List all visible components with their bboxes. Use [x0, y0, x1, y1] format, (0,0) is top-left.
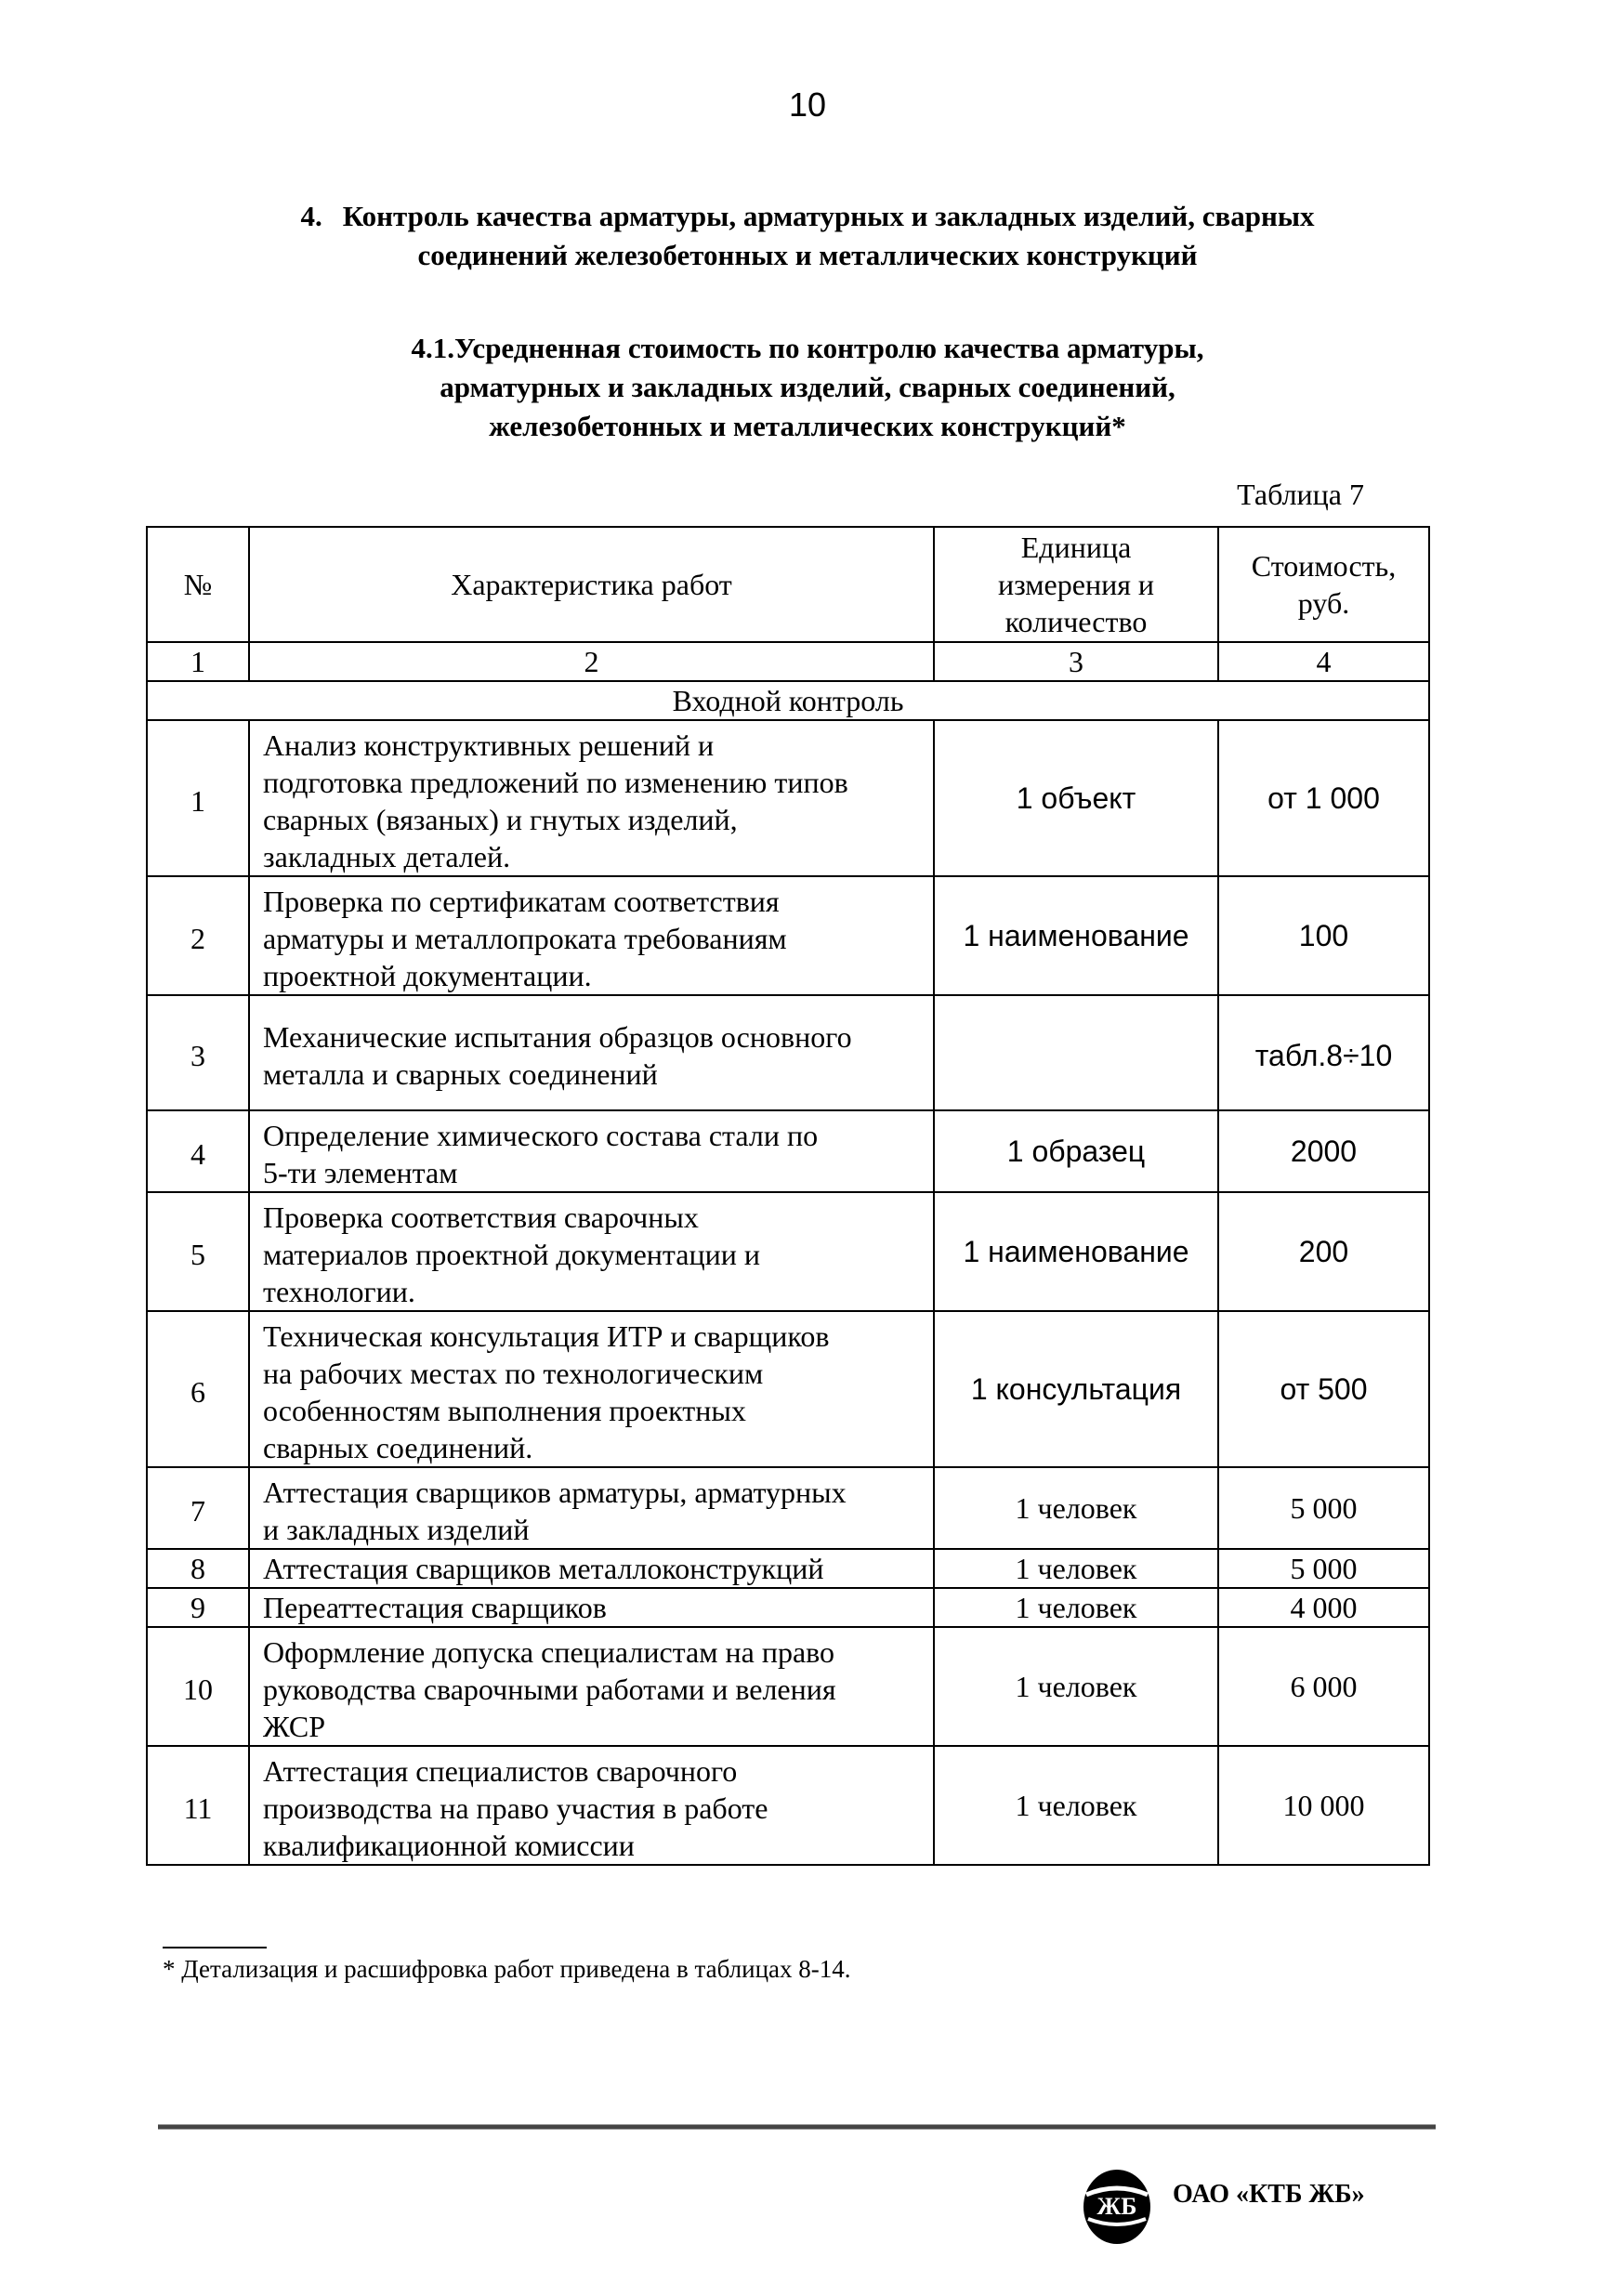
table-row — [147, 995, 1429, 1110]
cost-table — [146, 526, 1430, 1866]
row-unit — [934, 995, 1218, 1110]
description-line: сварных (вязаных) и гнутых изделий, — [263, 803, 738, 836]
description-line: Аттестация сварщиков арматуры, арматурных — [263, 1476, 847, 1509]
description-line: Анализ конструктивных решений и — [263, 728, 715, 762]
description-line: закладных деталей. — [263, 840, 511, 873]
description-line: Оформление допуска специалистам на право — [263, 1635, 835, 1669]
row-unit: 1 наименование — [934, 1192, 1218, 1311]
header-unit — [934, 527, 1218, 642]
description-line: Определение химического состава стали по — [263, 1119, 819, 1152]
row-number: 10 — [147, 1627, 249, 1746]
row-description — [249, 720, 934, 876]
row-number: 1 — [147, 720, 249, 876]
row-unit: 1 человек — [934, 1467, 1218, 1549]
row-price: 200 — [1218, 1192, 1429, 1311]
row-description — [249, 1192, 934, 1311]
row-number: 2 — [147, 876, 249, 995]
table-row — [147, 1627, 1429, 1746]
column-number: 4 — [1218, 642, 1429, 681]
header-cost — [1218, 527, 1429, 642]
row-number: 5 — [147, 1192, 249, 1311]
description-line: подготовка предложений по изменению типов — [263, 766, 848, 799]
footer-divider — [158, 2124, 1436, 2130]
description-line: Техническая консультация ИТР и сварщиков — [263, 1319, 830, 1353]
section-title: Входной контроль — [147, 681, 1429, 720]
row-description — [249, 1627, 934, 1746]
section-heading-line2: соединений железобетонных и металлических конструкций — [417, 239, 1198, 271]
header-unit-line1: Единица — [1020, 531, 1132, 564]
header-unit-line3: количество — [1004, 605, 1148, 638]
description-line: Механические испытания образцов основного — [263, 1020, 852, 1054]
table-row — [147, 1588, 1429, 1627]
row-unit: 1 человек — [934, 1588, 1218, 1627]
column-number: 1 — [147, 642, 249, 681]
description-line: Переаттестация сварщиков — [263, 1591, 607, 1624]
header-work: Характеристика работ — [249, 527, 934, 642]
header-cost-line1: Стоимость, — [1251, 549, 1397, 583]
description-line: арматуры и металлопроката требованиям — [263, 922, 787, 955]
description-line: квалификационной комиссии — [263, 1829, 635, 1862]
row-number: 9 — [147, 1588, 249, 1627]
description-line: Проверка соответствия сварочных — [263, 1200, 699, 1234]
section-number: 4. — [300, 200, 322, 232]
table-row — [147, 1467, 1429, 1549]
description-line: металла и сварных соединений — [263, 1057, 658, 1091]
row-price: 5 000 — [1218, 1549, 1429, 1588]
footnote: * Детализация и расшифровка работ приведена в таблицах 8-14. — [163, 1955, 851, 1983]
table-row — [147, 1110, 1429, 1192]
row-number: 7 — [147, 1467, 249, 1549]
description-line: Проверка по сертификатам соответствия — [263, 885, 780, 918]
section-row — [147, 681, 1429, 720]
subsection-heading-line2: арматурных и закладных изделий, сварных соединений, — [440, 371, 1175, 403]
table-row — [147, 720, 1429, 876]
description-line: ЖСР — [263, 1710, 326, 1743]
logo-letters: ЖБ — [1096, 2193, 1137, 2220]
row-price: табл.8÷10 — [1218, 995, 1429, 1110]
description-line: на рабочих местах по технологическим — [263, 1357, 764, 1390]
row-price: 10 000 — [1218, 1746, 1429, 1865]
row-number: 8 — [147, 1549, 249, 1588]
row-unit: 1 образец — [934, 1110, 1218, 1192]
row-number: 3 — [147, 995, 249, 1110]
table-row — [147, 1746, 1429, 1865]
row-unit: 1 объект — [934, 720, 1218, 876]
description-line: Аттестация сварщиков металлоконструкций — [263, 1552, 824, 1585]
description-line: сварных соединений. — [263, 1431, 533, 1464]
row-price: 100 — [1218, 876, 1429, 995]
row-description — [249, 1588, 934, 1627]
row-price: 2000 — [1218, 1110, 1429, 1192]
row-price: 5 000 — [1218, 1467, 1429, 1549]
table-row — [147, 1311, 1429, 1467]
column-number-row — [147, 642, 1429, 681]
company-logo-icon — [1081, 2163, 1153, 2247]
subsection-heading — [0, 329, 1615, 446]
description-line: руководства сварочными работами и веления — [263, 1673, 836, 1706]
row-price: от 1 000 — [1218, 720, 1429, 876]
table-row — [147, 1192, 1429, 1311]
row-unit: 1 консультация — [934, 1311, 1218, 1467]
section-heading — [0, 197, 1615, 275]
header-unit-line2: измерения и — [997, 568, 1155, 601]
description-line: особенностям выполнения проектных — [263, 1394, 746, 1427]
row-price: от 500 — [1218, 1311, 1429, 1467]
row-description — [249, 1746, 934, 1865]
row-unit: 1 человек — [934, 1549, 1218, 1588]
organization-name: ОАО «КТБ ЖБ» — [1173, 2180, 1365, 2209]
subsection-heading-line1: 4.1.Усредненная стоимость по контролю качества арматуры, — [411, 332, 1204, 364]
description-line: и закладных изделий — [263, 1513, 530, 1546]
row-number: 6 — [147, 1311, 249, 1467]
row-unit: 1 человек — [934, 1746, 1218, 1865]
description-line: материалов проектной документации и — [263, 1238, 760, 1271]
row-price: 6 000 — [1218, 1627, 1429, 1746]
subsection-heading-line3: железобетонных и металлических конструкций* — [489, 410, 1126, 442]
description-line: 5-ти элементам — [263, 1156, 458, 1189]
description-line: технологии. — [263, 1275, 415, 1308]
description-line: Аттестация специалистов сварочного — [263, 1754, 738, 1788]
table-row — [147, 1549, 1429, 1588]
row-description — [249, 1467, 934, 1549]
description-line: проектной документации. — [263, 959, 592, 992]
row-number: 4 — [147, 1110, 249, 1192]
footnote-divider — [163, 1947, 267, 1948]
row-number: 11 — [147, 1746, 249, 1865]
row-description — [249, 1110, 934, 1192]
row-description — [249, 876, 934, 995]
row-description — [249, 995, 934, 1110]
row-description — [249, 1311, 934, 1467]
row-price: 4 000 — [1218, 1588, 1429, 1627]
row-unit: 1 человек — [934, 1627, 1218, 1746]
table-row — [147, 876, 1429, 995]
section-heading-line1: Контроль качества арматуры, арматурных и закладных изделий, сварных — [342, 200, 1315, 232]
page-number: 10 — [788, 85, 827, 124]
row-unit: 1 наименование — [934, 876, 1218, 995]
table-header-row — [147, 527, 1429, 642]
description-line: производства на право участия в работе — [263, 1791, 768, 1825]
column-number: 3 — [934, 642, 1218, 681]
row-description — [249, 1549, 934, 1588]
header-cost-line2: руб. — [1297, 586, 1350, 620]
column-number: 2 — [249, 642, 934, 681]
header-num: № — [147, 527, 249, 642]
table-caption: Таблица 7 — [1237, 478, 1364, 511]
